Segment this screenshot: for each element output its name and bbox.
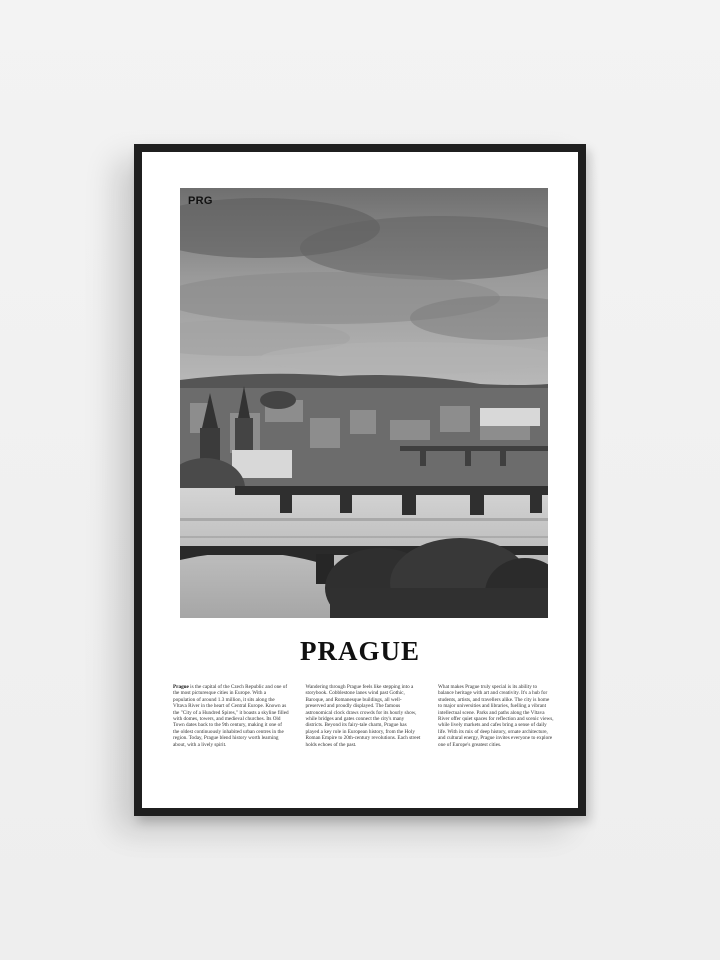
description-columns xyxy=(173,684,554,748)
poster-frame xyxy=(134,144,586,816)
column-1-text: is the capital of the Czech Republic and one of the most picturesque cities in Europe. With a population of around 1.3 million, it sits along the Vltava River in the heart of Central Europe. Known as the "City of a Hundred Spires," it boasts a skyline filled with domes, towers, and medieval churches. Its Old Town dates back to the 9th century, making it one of the oldest continuously inhabited urban centres in the region. Today, Prague blend history worth learning about, with a lively spirit. xyxy=(173,684,289,748)
description-column-1 xyxy=(173,684,289,748)
city-photo xyxy=(180,188,548,618)
city-code: PRG xyxy=(188,195,213,207)
lead-word: Prague xyxy=(173,684,189,690)
description-column-3: What makes Prague truly special is its ability to balance heritage with art and creativity. It's a hub for students, artists, and travellers alike. The city is home to major universities and libraries, fuelling a vibrant intellectual scene. Parks and paths along the Vltava River offer quiet spaces for reflection and scenic views, while lively markets and cafes bring a sense of daily life. With its mix of deep history, ornate architecture, and cultural energy, Prague invites everyone to explore one of Europe's greatest cities. xyxy=(438,684,554,748)
poster-title: PRAGUE xyxy=(300,636,420,666)
poster-mat xyxy=(142,152,578,808)
prague-skyline-image xyxy=(180,188,548,618)
description-column-2: Wandering through Prague feels like stepping into a storybook. Cobblestone lanes wind past Gothic, Baroque, and Romanesque buildings, all well-preserved and proudly displayed. The famous astronomical clock draws crowds for its hourly show, while bridges and gates connect the city's many districts. Beyond its fairy-tale charm, Prague has played a key role in European history, from the Holy Roman Empire to 20th-century revolutions. Each street holds echoes of the past. xyxy=(305,684,421,748)
